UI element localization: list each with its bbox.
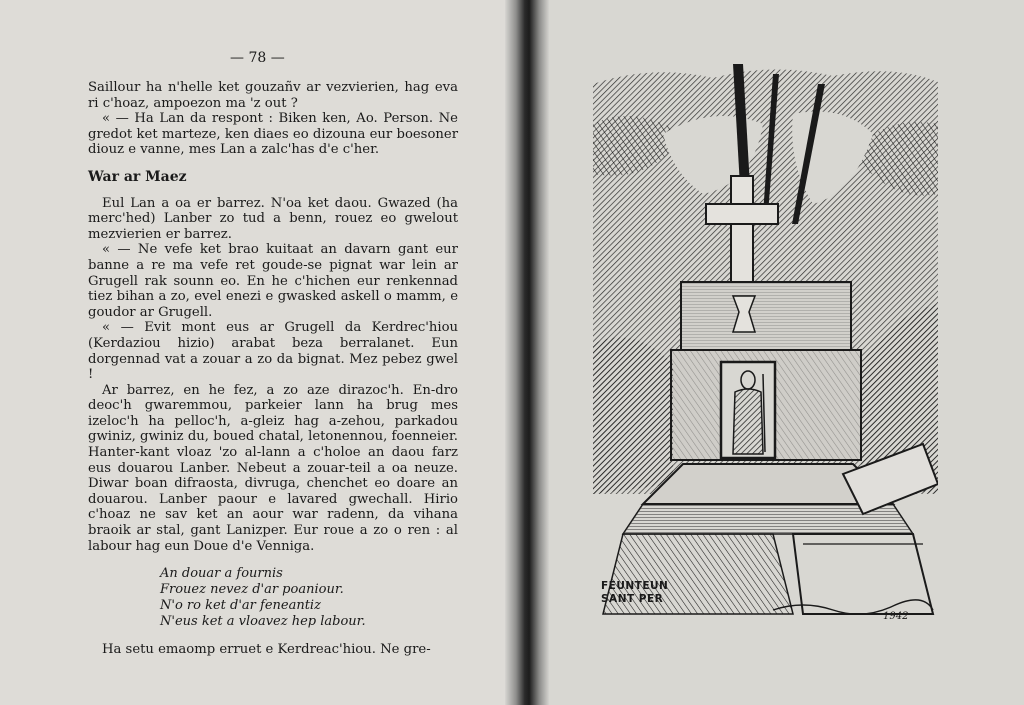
- poem: [160, 566, 458, 630]
- paragraph: « — Evit mont eus ar Grugell da Kerdrec'hiou (Kerdaziou hizio) arabat beza berralanet. Eun dorgennad vat a zouar a zo da bignat. Mez pebez gwel !: [88, 320, 458, 383]
- text-block: [88, 80, 458, 658]
- caption-line: SANT PER: [601, 593, 664, 605]
- paragraph: Ha setu emaomp erruet e Kerdreac'hiou. Ne gre-: [102, 642, 431, 658]
- poem-line: An douar a fournis: [160, 566, 283, 582]
- fountain-drawing: [593, 64, 938, 619]
- paragraph: Eul Lan a oa er barrez. N'oa ket daou. Gwazed (ha merc'hed) Lanber zo tud a benn, rouez eo gwelout mezvierien er barrez.: [88, 195, 458, 242]
- caption-line: FEUNTEUN: [601, 580, 669, 592]
- fountain-illustration: [593, 64, 938, 619]
- poem-line: N'eus ket a vloavez hep labour.: [160, 614, 366, 630]
- book-gutter: [505, 0, 549, 705]
- right-page: [549, 0, 1024, 705]
- paragraph: « — Ha Lan da respont : Biken ken, Ao. Person. Ne gredot ket marteze, ken diaes eo dizouna eur boesoner diouz e vanne, mes Lan a zalc'has d'e c'her.: [88, 111, 458, 158]
- paragraph: Ar barrez, en he fez, a zo aze dirazoc'h. En-dro deoc'h gwaremmou, parkeier lann ha brug mes izeloc'h ha pelloc'h, a-gleiz hag a-zehou, parkadou gwiniz, gwiniz du, boued chatal, letonennou, foenneier. Hanter-kant vloaz 'zo al-lann a c'holoe an daou farz eus douarou Lanber. Nebeut a zouar-teil a oa neuze. Diwar boan difraosta, divruga, chenchet eo doare an douarou. Lanber paour e lavared gwechall. Hirio c'hoaz ne sav ket an aour war radenn, da vihana braoik ar stal, gant Lanizper. Eur roue a zo o ren : al labour hag eun Doue d'e Venniga.: [88, 382, 458, 554]
- signature-date: 1942: [883, 611, 909, 619]
- poem-line: N'o ro ket d'ar feneantiz: [160, 598, 321, 614]
- section-heading: War ar Maez: [88, 168, 187, 185]
- poem-line: Frouez nevez d'ar poaniour.: [160, 582, 344, 598]
- paragraph: « — Ne vefe ket brao kuitaat an davarn gant eur banne a re ma vefe ret goude-se pignat war lein ar Grugell rak sounn eo. En he c'hichen eur renkennad tiez bihan a zo, evel enezi e gwasked askell o mamm, e goudor ar Grugell.: [88, 242, 458, 320]
- illustration-caption: [601, 580, 668, 606]
- page-number: — 78 —: [230, 50, 285, 66]
- paragraph: Saillour ha n'helle ket gouzañv ar vezvierien, hag eva ri c'hoaz, ampoezon ma 'z out ?: [88, 80, 458, 111]
